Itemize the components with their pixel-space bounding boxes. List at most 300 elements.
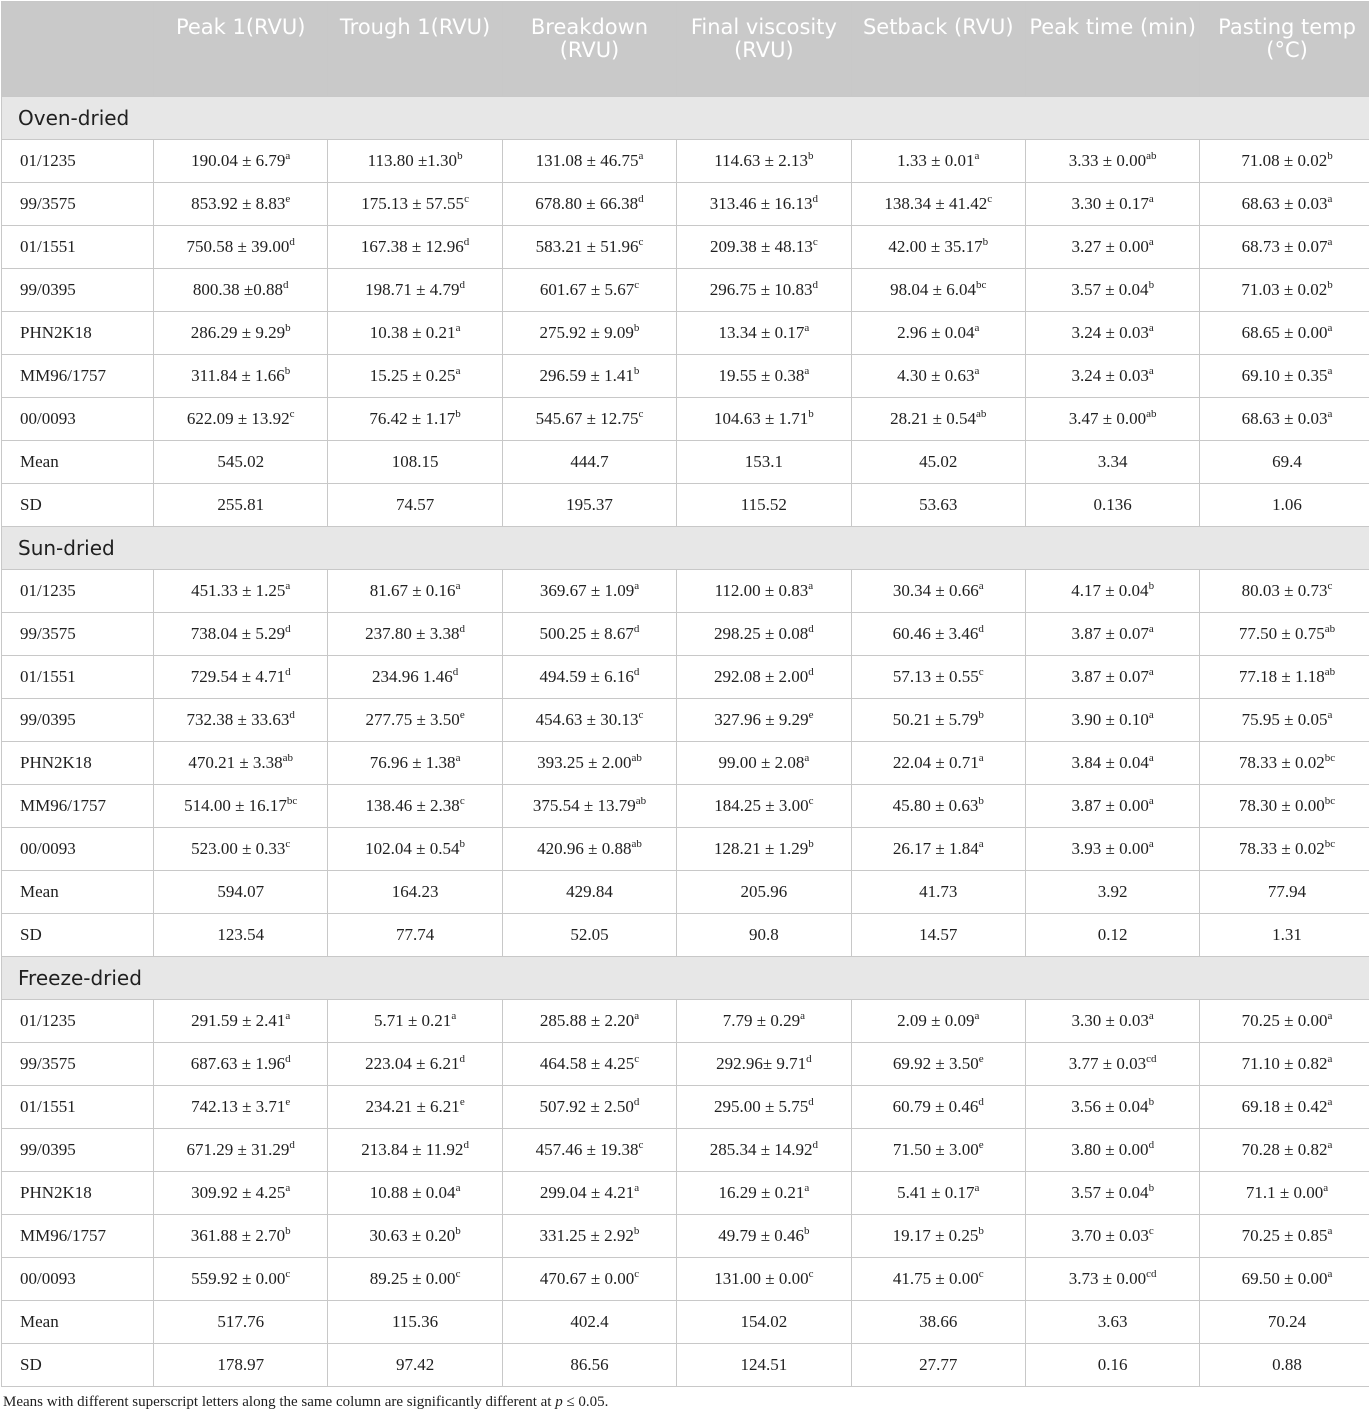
table-cell [677, 441, 851, 484]
table-cell [1200, 1086, 1369, 1129]
cell-value: 60.46 ± 3.46 [892, 624, 979, 643]
table-cell [677, 183, 851, 226]
cell-value: 451.33 ± 1.25 [191, 581, 286, 600]
table-row [2, 1129, 1369, 1172]
cell-value: 45.02 [919, 452, 958, 471]
table-cell [677, 785, 851, 828]
cell-value: 3.30 ± 0.03 [1071, 1011, 1149, 1030]
significance-superscript: d [812, 193, 819, 205]
cell-value: 52.05 [570, 925, 609, 944]
cell-value: 77.74 [395, 925, 435, 944]
cell-value: 131.00 ± 0.00 [714, 1269, 809, 1288]
table-cell [1200, 183, 1369, 226]
cell-value: 742.13 ± 3.71 [191, 1097, 286, 1116]
cell-value: 393.25 ± 2.00 [537, 753, 632, 772]
row-label: 01/1235 [2, 1000, 154, 1043]
significance-superscript: c [812, 236, 818, 248]
table-row [2, 914, 1369, 957]
table-cell [502, 226, 676, 269]
table-row [2, 656, 1369, 699]
table-cell [677, 484, 851, 527]
significance-superscript: c [638, 236, 644, 248]
significance-superscript: d [463, 1139, 469, 1151]
cell-value: 402.4 [570, 1312, 609, 1331]
table-cell [677, 226, 851, 269]
significance-superscript: b [1327, 150, 1333, 162]
table-cell [677, 1000, 851, 1043]
table-cell [154, 1043, 328, 1086]
table-cell [1025, 398, 1199, 441]
significance-superscript: d [806, 1053, 812, 1065]
significance-superscript: a [974, 1010, 980, 1022]
cell-value: 1.33 ± 0.01 [897, 151, 975, 170]
significance-superscript: a [1327, 1010, 1333, 1022]
cell-value: 68.63 ± 0.03 [1241, 409, 1328, 428]
table-cell [677, 871, 851, 914]
significance-superscript: a [285, 1182, 291, 1194]
row-label: 01/1551 [2, 1086, 154, 1129]
cell-value: 583.21 ± 51.96 [535, 237, 639, 256]
row-label: PHN2K18 [2, 742, 154, 785]
cell-value: 198.71 ± 4.79 [365, 280, 460, 299]
significance-superscript: e [285, 193, 291, 205]
table-cell [1200, 742, 1369, 785]
table-cell [154, 699, 328, 742]
cell-value: 16.29 ± 0.21 [718, 1183, 805, 1202]
cell-value: 275.92 ± 9.09 [539, 323, 634, 342]
table-cell [851, 828, 1025, 871]
significance-superscript: a [978, 838, 984, 850]
significance-superscript: a [1327, 1053, 1333, 1065]
cell-value: 14.57 [919, 925, 958, 944]
cell-value: 464.58 ± 4.25 [539, 1054, 635, 1073]
significance-superscript: a [1148, 752, 1154, 764]
cell-value: 3.24 ± 0.03 [1071, 323, 1149, 342]
cell-value: 420.96 ± 0.88 [537, 839, 632, 858]
table-cell [851, 871, 1025, 914]
table-cell [1200, 398, 1369, 441]
cell-value: 184.25 ± 3.00 [714, 796, 809, 815]
section-row [2, 97, 1369, 140]
cell-value: 3.57 ± 0.04 [1071, 1183, 1149, 1202]
significance-superscript: a [634, 1182, 640, 1194]
significance-superscript: c [1327, 580, 1333, 592]
cell-value: 687.63 ± 1.96 [190, 1054, 286, 1073]
footnote-threshold: ≤ 0.05. [562, 1394, 609, 1410]
significance-superscript: ab [1324, 623, 1336, 635]
table-cell [1200, 1172, 1369, 1215]
cell-value: 299.04 ± 4.21 [539, 1183, 635, 1202]
cell-value: 115.36 [392, 1312, 439, 1331]
table-cell [328, 1215, 502, 1258]
cell-value: 4.17 ± 0.04 [1071, 581, 1149, 600]
significance-superscript: a [974, 322, 980, 334]
cell-value: 223.04 ± 6.21 [365, 1054, 460, 1073]
cell-value: 102.04 ± 0.54 [365, 839, 460, 858]
cell-value: 26.17 ± 1.84 [892, 839, 979, 858]
table-cell [1200, 1215, 1369, 1258]
significance-superscript: b [1148, 1182, 1155, 1194]
table-cell [154, 140, 328, 183]
cell-value: 285.34 ± 14.92 [709, 1140, 813, 1159]
significance-superscript: ab [635, 795, 647, 807]
cell-value: 331.25 ± 2.92 [539, 1226, 634, 1245]
table-cell [1200, 1000, 1369, 1043]
table-cell [1200, 570, 1369, 613]
table-cell [851, 1043, 1025, 1086]
cell-value: 559.92 ± 0.00 [191, 1269, 286, 1288]
cell-value: 70.28 ± 0.82 [1241, 1140, 1328, 1159]
cell-value: 90.8 [748, 925, 779, 944]
significance-superscript: b [457, 150, 463, 162]
cell-value: 277.75 ± 3.50 [365, 710, 460, 729]
cell-value: 0.16 [1097, 1355, 1128, 1374]
significance-superscript: a [455, 1182, 461, 1194]
table-cell [1200, 1129, 1369, 1172]
table-row [2, 613, 1369, 656]
cell-value: 750.58 ± 39.00 [186, 237, 290, 256]
significance-superscript: bc [1324, 752, 1336, 764]
row-label: SD [2, 914, 154, 957]
significance-superscript: c [808, 795, 814, 807]
significance-superscript: d [459, 1053, 465, 1065]
cell-value: 68.73 ± 0.07 [1241, 237, 1328, 256]
significance-superscript: a [808, 580, 814, 592]
significance-superscript: bc [1324, 795, 1336, 807]
significance-superscript: a [455, 752, 461, 764]
table-row [2, 1344, 1369, 1387]
significance-superscript: a [634, 1010, 640, 1022]
significance-superscript: a [1327, 193, 1333, 205]
cell-value: 69.18 ± 0.42 [1241, 1097, 1328, 1116]
table-cell [502, 1086, 676, 1129]
table-cell [154, 914, 328, 957]
cell-value: 2.96 ± 0.04 [897, 323, 975, 342]
cell-value: 3.87 ± 0.07 [1071, 667, 1149, 686]
significance-superscript: c [987, 193, 993, 205]
footnote-p-symbol: p [555, 1394, 563, 1410]
section-row [2, 527, 1369, 570]
table-cell [1025, 1086, 1199, 1129]
cell-value: 71.1 ± 0.00 [1245, 1183, 1324, 1202]
cell-value: 195.37 [566, 495, 613, 514]
cell-value: 69.4 [1272, 452, 1302, 471]
cell-value: 3.80 ± 0.00 [1071, 1140, 1149, 1159]
significance-superscript: e [285, 1096, 291, 1108]
cell-value: 732.38 ± 33.63 [186, 710, 290, 729]
significance-superscript: d [285, 623, 291, 635]
table-cell [502, 828, 676, 871]
significance-superscript: b [807, 150, 814, 162]
column-header-pasting-temp: Pasting temp (°C) [1200, 2, 1369, 97]
cell-value: 209.38 ± 48.13 [710, 237, 813, 256]
cell-value: 78.33 ± 0.02 [1238, 839, 1325, 858]
table-cell [1200, 484, 1369, 527]
table-cell [328, 269, 502, 312]
significance-superscript: ab [1146, 150, 1157, 162]
significance-superscript: d [978, 1096, 984, 1108]
table-cell [154, 1215, 328, 1258]
table-cell [851, 1086, 1025, 1129]
table-cell [1200, 656, 1369, 699]
cell-value: 5.71 ± 0.21 [373, 1011, 452, 1030]
significance-superscript: a [978, 580, 984, 592]
significance-superscript: d [812, 279, 819, 291]
cell-value: 77.50 ± 0.75 [1238, 624, 1325, 643]
cell-value: 234.21 ± 6.21 [365, 1097, 460, 1116]
cell-value: 123.54 [217, 925, 265, 944]
table-cell [328, 570, 502, 613]
table-cell [1025, 269, 1199, 312]
table-cell [851, 355, 1025, 398]
cell-value: 49.79 ± 0.46 [718, 1226, 805, 1245]
row-label: 00/0093 [2, 828, 154, 871]
table-cell [502, 570, 676, 613]
table-cell [328, 871, 502, 914]
cell-value: 128.21 ± 1.29 [713, 839, 809, 858]
column-header-final-viscosity: Final viscosity (RVU) [677, 2, 851, 97]
table-cell [502, 1129, 676, 1172]
row-label: 99/3575 [2, 613, 154, 656]
table-cell [502, 1258, 676, 1301]
cell-value: 175.13 ± 57.55 [361, 194, 465, 213]
cell-value: 0.136 [1093, 495, 1132, 514]
significance-superscript: e [459, 1096, 465, 1108]
table-row [2, 1000, 1369, 1043]
significance-superscript: c [464, 193, 469, 205]
table-cell [1200, 1344, 1369, 1387]
row-label: SD [2, 484, 154, 527]
significance-superscript: a [1148, 709, 1154, 721]
significance-superscript: a [1327, 1096, 1333, 1108]
cell-value: 19.17 ± 0.25 [892, 1226, 979, 1245]
cell-value: 71.10 ± 0.82 [1241, 1054, 1328, 1073]
row-label: 01/1235 [2, 570, 154, 613]
cell-value: 57.13 ± 0.55 [892, 667, 979, 686]
table-row [2, 828, 1369, 871]
cell-value: 45.80 ± 0.63 [892, 796, 979, 815]
significance-superscript: d [285, 666, 291, 678]
table-cell [502, 183, 676, 226]
table-cell [154, 484, 328, 527]
table-cell [1025, 484, 1199, 527]
cell-value: 3.84 ± 0.04 [1071, 753, 1149, 772]
table-cell [851, 1258, 1025, 1301]
cell-value: 15.25 ± 0.25 [369, 366, 456, 385]
significance-superscript: a [1323, 1182, 1329, 1194]
significance-superscript: cd [1146, 1053, 1157, 1065]
table-cell [1025, 1215, 1199, 1258]
cell-value: 190.04 ± 6.79 [191, 151, 286, 170]
table-cell [154, 1000, 328, 1043]
row-label: 99/0395 [2, 699, 154, 742]
cell-value: 13.34 ± 0.17 [718, 323, 805, 342]
table-cell [677, 140, 851, 183]
cell-value: 545.02 [217, 452, 265, 471]
significance-superscript: a [1327, 236, 1333, 248]
table-cell [1025, 355, 1199, 398]
cell-value: 77.18 ± 1.18 [1238, 667, 1325, 686]
significance-superscript: a [455, 322, 461, 334]
significance-superscript: d [633, 1096, 640, 1108]
significance-superscript: d [808, 1096, 814, 1108]
table-cell [677, 1301, 851, 1344]
row-label: 99/0395 [2, 1129, 154, 1172]
table-cell [1200, 312, 1369, 355]
cell-value: 69.10 ± 0.35 [1241, 366, 1328, 385]
cell-value: 81.67 ± 0.16 [369, 581, 456, 600]
cell-value: 311.84 ± 1.66 [191, 366, 285, 385]
table-cell [677, 398, 851, 441]
cell-value: 237.80 ± 3.38 [365, 624, 460, 643]
cell-value: 114.63 ± 2.13 [714, 151, 808, 170]
table-cell [154, 183, 328, 226]
significance-superscript: b [808, 408, 814, 420]
table-cell [328, 1129, 502, 1172]
row-label: PHN2K18 [2, 1172, 154, 1215]
significance-superscript: a [455, 365, 461, 377]
column-header-peak: Peak 1(RVU) [154, 2, 328, 97]
significance-superscript: a [634, 580, 640, 592]
table-cell [851, 613, 1025, 656]
table-cell [1200, 441, 1369, 484]
table-cell [1025, 1344, 1199, 1387]
row-label: Mean [2, 1301, 154, 1344]
table-cell [328, 183, 502, 226]
table-footnote [3, 1394, 608, 1411]
table-cell [851, 1301, 1025, 1344]
table-cell [851, 398, 1025, 441]
row-label: MM96/1757 [2, 355, 154, 398]
cell-value: 38.66 [919, 1312, 958, 1331]
cell-value: 853.92 ± 8.83 [191, 194, 286, 213]
table-cell [328, 398, 502, 441]
cell-value: 3.57 ± 0.04 [1071, 280, 1149, 299]
significance-superscript: a [1327, 365, 1333, 377]
table-cell [1025, 656, 1199, 699]
table-cell [677, 828, 851, 871]
cell-value: 3.56 ± 0.04 [1071, 1097, 1149, 1116]
cell-value: 138.46 ± 2.38 [365, 796, 460, 815]
cell-value: 131.08 ± 46.75 [535, 151, 639, 170]
table-cell [851, 1129, 1025, 1172]
significance-superscript: b [978, 709, 984, 721]
cell-value: 375.54 ± 13.79 [532, 796, 636, 815]
table-row [2, 785, 1369, 828]
table-cell [1025, 570, 1199, 613]
column-header-breakdown: Breakdown (RVU) [502, 2, 676, 97]
cell-value: 42.00 ± 35.17 [888, 237, 983, 256]
table-row [2, 1258, 1369, 1301]
cell-value: 53.63 [919, 495, 958, 514]
cell-value: 500.25 ± 8.67 [539, 624, 634, 643]
cell-value: 594.07 [217, 882, 265, 901]
cell-value: 3.93 ± 0.00 [1071, 839, 1149, 858]
significance-superscript: a [1148, 365, 1154, 377]
row-label: MM96/1757 [2, 785, 154, 828]
table-row [2, 140, 1369, 183]
cell-value: 178.97 [217, 1355, 265, 1374]
significance-superscript: b [284, 365, 291, 377]
table-cell [328, 828, 502, 871]
table-cell [1025, 183, 1199, 226]
table-cell [1200, 140, 1369, 183]
cell-value: 3.33 ± 0.00 [1068, 151, 1147, 170]
significance-superscript: a [1148, 322, 1154, 334]
cell-value: 154.02 [740, 1312, 788, 1331]
table-cell [1025, 1000, 1199, 1043]
cell-value: 444.7 [570, 452, 609, 471]
table-cell [1200, 785, 1369, 828]
table-cell [1200, 1258, 1369, 1301]
cell-value: 517.76 [217, 1312, 265, 1331]
table-cell [677, 312, 851, 355]
row-label: Mean [2, 871, 154, 914]
significance-superscript: a [804, 752, 810, 764]
table-cell [1025, 1129, 1199, 1172]
significance-superscript: c [455, 1268, 461, 1280]
cell-value: 86.56 [570, 1355, 609, 1374]
cell-value: 285.88 ± 2.20 [539, 1011, 635, 1030]
cell-value: 291.59 ± 2.41 [191, 1011, 286, 1030]
table-cell [1025, 613, 1199, 656]
significance-superscript: d [463, 236, 470, 248]
significance-superscript: b [285, 1225, 291, 1237]
table-cell [677, 742, 851, 785]
cell-value: 296.59 ± 1.41 [539, 366, 634, 385]
significance-superscript: c [285, 1268, 291, 1280]
table-cell [851, 1172, 1025, 1215]
table-cell [154, 742, 328, 785]
table-row [2, 699, 1369, 742]
significance-superscript: c [808, 1268, 814, 1280]
significance-superscript: bc [975, 279, 987, 291]
significance-superscript: a [1327, 1139, 1333, 1151]
cell-value: 10.88 ± 0.04 [369, 1183, 456, 1202]
table-cell [328, 1258, 502, 1301]
table-cell [502, 699, 676, 742]
significance-superscript: a [638, 150, 644, 162]
row-label: Mean [2, 441, 154, 484]
section-title: Sun-dried [2, 527, 1369, 570]
table-cell [328, 1344, 502, 1387]
significance-superscript: b [982, 236, 989, 248]
significance-superscript: a [1148, 623, 1154, 635]
significance-superscript: b [285, 322, 291, 334]
table-cell [154, 570, 328, 613]
cell-value: 89.25 ± 0.00 [369, 1269, 456, 1288]
table-cell [154, 613, 328, 656]
table-cell [1025, 871, 1199, 914]
cell-value: 3.90 ± 0.10 [1071, 710, 1149, 729]
cell-value: 729.54 ± 4.71 [190, 667, 286, 686]
cell-value: 292.96± 9.71 [716, 1054, 807, 1073]
cell-value: 470.67 ± 0.00 [539, 1269, 635, 1288]
table-cell [502, 1043, 676, 1086]
table-row [2, 570, 1369, 613]
table-cell [851, 140, 1025, 183]
table-cell [328, 613, 502, 656]
table-cell [328, 742, 502, 785]
table-cell [677, 355, 851, 398]
cell-value: 800.38 ±0.88 [192, 280, 283, 299]
significance-superscript: d [808, 666, 814, 678]
significance-superscript: a [974, 1182, 980, 1194]
significance-superscript: d [459, 279, 465, 291]
table-row [2, 742, 1369, 785]
table-cell [1200, 355, 1369, 398]
significance-superscript: bc [1324, 838, 1336, 850]
